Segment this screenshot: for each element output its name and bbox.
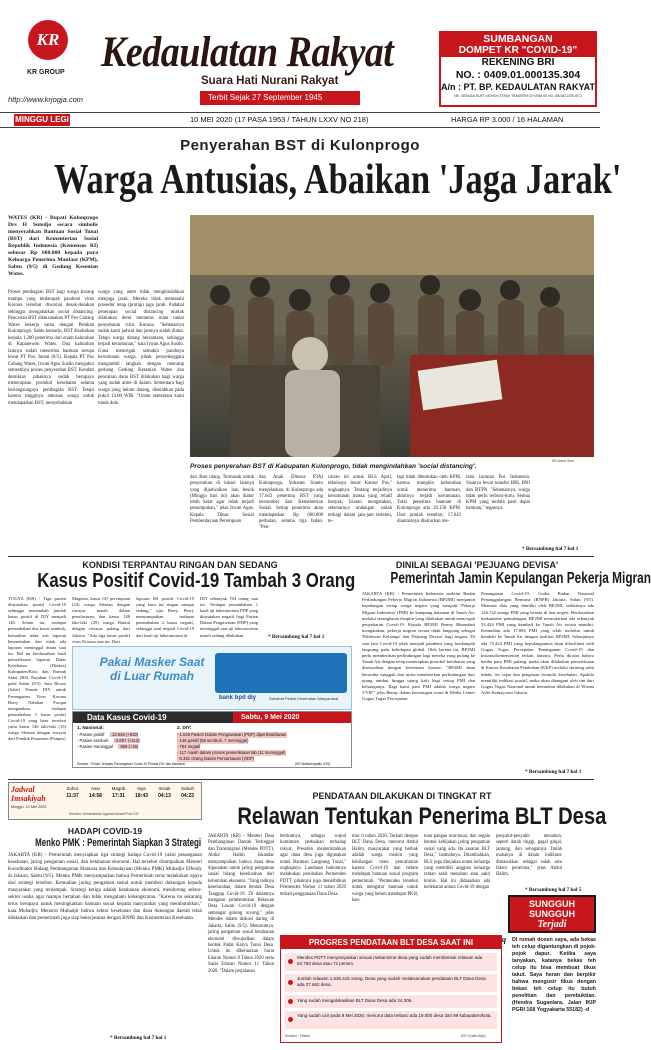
sidebar-title-1: SUNGGUH (528, 899, 575, 909)
prayer-cell (176, 786, 199, 808)
ad-headline: Pakai Masker Saat di Luar Rumah (99, 655, 205, 683)
covid-national-label: 1. Nasional: (77, 726, 104, 731)
donation-line1: SUMBANGAN (441, 33, 595, 45)
bullet-icon (288, 959, 293, 964)
blt-item-2 (285, 974, 497, 992)
story4-kicker: HADAPI COVID-19 (67, 826, 143, 836)
story2-col1: YOGYA (KR) - Tiga pasien dinyatakan positif Covid-19 sehingga menambah jumlah kasus positif di DIY menjadi 146. Selain itu, terdapat penambahan dua kasus sembuh, kemudian tidak ada laporan kesembuhan dan tidak ada laporan meninggal dunia saat ini. Hal ini berdasarkan hasil pemeriksaan laporan Dinas Kesehatan (Dinkes) Kabupaten/Kota dan Rumah Sakit (RS) Rujukan Covid-19 pada Sabtu (9/5). Juru Bicara (Jubir) Pemda DIY untuk Penanganan Virus Korona Berry Nahdian Forqan mengatakan, terdapat penambahan 3 kasus positif Covid-19 yang baru tersebut yaitu kasus 146 laki-laki (15) warga Sleman dengan riwayat dari Pondok Pesantren (Ponpes) (8, 596, 66, 742)
prayer-cell (153, 786, 176, 808)
story2-col2: Magetan, kasus 147 perempuan (24) warga Sleman dengan riwayat masih dalam penelusuran, dan kasus 148 laki-laki (29) warga Bantul dengan riwayat pulang dari Jakarta. "Ada tiga kasus positif virus Korona saat ini. Dari (72, 596, 130, 644)
newspaper-title: Kedaulatan Rakyat (101, 28, 394, 77)
prayer-time: 14:58 (89, 793, 102, 799)
story5-kicker: PENDATAAN DILAKUKAN DI TINGKAT RT (312, 791, 492, 801)
covid-nat-val-2: : 2.607 (+113) (113, 738, 140, 743)
prayer-cell (107, 786, 130, 808)
story5-col1: JAKARTA (KR) - Menteri Desa Pembangunan Daerah Tertinggal dan Transmigrasi (Mendes PDTT), Abdul Halim Iskandar menyampaikan bahwa dana desa digunakan untuk jaring pengaman sosial bilang keselurahan dari kebutuhan ekonomi. "Yang tadinya keselurahan, dalam bentuk Desa Tanggap Covid-19. Di dalamnya mengatur pembentukan Relawan Desa Lawan Covid-19 dengan semangat gotong royong," jelas Mendes dalam diskusi daring di Jakarta, Sabtu (9/5). Menurutnya, jaring pengaman sosial ketahanan ekonomi diwujudkan dalam bentuk Padat Karya Tunai Desa. Untuk itu dikeluarkan Surat Edaran Nomor 8 Tahun 2020 serta Surat Edaran Nomor 11 Tahun 2020. "Dalam perjalanan (208, 834, 275, 974)
prayer-time: 18:43 (135, 793, 148, 799)
lead-col2: warga yang antre tidak menghindahkan menjaga jarak. Mereka tidak mematuhi prosedur tetap (protap) jaga jarak. Padahal penerapan social distancing mutlak dilakukan demi memutus mata rantai penyebaran virus Korona. "Sebenarnya sudah kami jadwal dan jamnya sudah diatur. Tetapi warga datang bersamaan, sehingga terjadi kerumunan," kata Irwan Agus Susilo. Guna mencegah semakin parahnya kerumunan warga, pihak penyelenggara mengambil langkah dengan menutup gerbang Gedung Kesenian Wates dan pencairan dana BST dilakukan bagi warga yang sudah antre di dalam. Sementara bagi warga yang belum datang, diserahkan pada pukul 14.00 WIB. "Untuk sementara kami tunda dulu (98, 290, 184, 406)
issue-date: 10 MEI 2020 (17 PASA 1953 / TAHUN LXXV NO 218) (190, 115, 369, 124)
covid-credit: (KR-Naskah/grafis JOS) (295, 762, 331, 766)
blt-credit: (KR-Grafis Adjo) (461, 1034, 486, 1038)
covid-diy-row-5: - 5.391 Orang Dalam Pemantauan (ODP) (177, 756, 255, 761)
donation-rek: REKENING BRI (481, 57, 555, 68)
covid-nat-val-1: : 13.645 (+533) (109, 732, 139, 737)
lead-headline: Warga Antusias, Abaikan 'Jaga Jarak' (54, 157, 622, 203)
sidebar-title-3: Terjadi (537, 919, 567, 930)
covid-data-title: Data Kasus Covid-19 (73, 712, 233, 723)
photo-caption: Proses penyerahan BST di Kabupaten Kulonprogo, tidak mengindahkan 'social distancing'. (190, 463, 477, 470)
kr-logo: KR (28, 20, 68, 60)
covid-diy-label: 2. DIY: (177, 726, 192, 731)
sidebar-title-2: SUNGGUH (528, 909, 575, 919)
prayer-time: 17:31 (112, 793, 125, 799)
story4-col1: JAKARTA (KR) - Pemerintah menyiapkan tiga strategi hadapi Covid-19 yakni penanganan kesehatan, jaring pengaman sosial, dan ketahanan ekonomi. Hal tersebut disampaikan Menteri Koordinator Bidang Pembangunan Manusia dan Kebudayaan (Menko PMK) Muhadjir Effendy di Jakarta, Sabtu (9/5). Menko PMK menyampaikan bahwa Pemerintah terus melakukan upaya dari strategi tersebut. Kemudian jaring pengaman sosial untuk memberi dukungan kepada masyarakat yang terdampak. Strategi ketiga adalah ketahanan ekonomi, mendorong sektor-sektor usaha agar mampu bertahan dan tidak mengalami kebangkrutan. "Karena itu sekarang terus berupaya untuk meningkatkan bantuan sosial kepada masyarakat yang membutuhkan," kata Muhadjir. Menurut Muhadjir bahwa sektor kesehatan dan dana dukungan daerah telah dilakukan dan pemerintah juga siap bekerjasama dengan BNPB dan Kementerian Kesehatan. (8, 853, 202, 921)
prayer-time: 04:13 (158, 793, 171, 799)
sidebar-dropcap: q (502, 935, 506, 944)
bullet-icon (288, 999, 293, 1004)
covid-diy-row-4: - 117 masih dalam proses pemeriksaan lab (11 meninggal) (177, 750, 286, 755)
story4-continued: * Bersambung hal 7 kol 1 (110, 1035, 167, 1041)
day-label: MINGGU LEGI (15, 115, 69, 124)
covid-diy-row-1: - 1.049 Pasien Dalam Pengawasan (PDP) diperiksa/diwaw. (177, 732, 287, 737)
story5-continued: * Bersambung hal 7 kol 5 (525, 887, 582, 893)
covid-nat-val-3: : 959 (+16) (118, 744, 139, 749)
prayer-head: Magrib (111, 786, 126, 791)
donation-box (439, 31, 597, 107)
covid-nat-key-1: - Pasien positif (77, 732, 105, 737)
story3-col2: Penanganan Covid-19, Graha Badan Nasional Penanggulangan Bencana (BNPB) Jakarta, Sabtu (9/5). Menurut data yang dimiliki oleh BP2MI, sedikitnya ada 126.742 tenaga PMI yang berada di luar negeri. Berdasarkan mekanisme pemulangan, BP2MI mencatatkan ada sebanyak 33.434 PMI yang kembali ke Tanah Air secara mandiri. Kemudian ada 17.884 PMI yang telah terdaftar untuk kembali ke Tanah Air dengan fasilitas BP2MI. Selanjutnya ada 75.424 PMI yang kepulangannya akan difasilitasi oleh Gugus Tugas Percepatan Penanganan Covid-19 dan instansi/kementerian terkait lainnya. Perlu dicatat bahwa ketika para PMI pulang, maka akan dilakukan pemeriksaan di Kantor Kesehatan Pelabuhan (KKP) melalui skrining suhu tubuh, tes cepat dan pengisian formulir kesehatan. Apabila memiliki indikasi positif, maka akan ditangani oleh tim dari Gugus Tugas Nasional untuk kemudian dilakukan di Wisma Atlet Kemayoran Jakarta. (481, 591, 594, 696)
story3-col1: JAKARTA (KR) - Pemerintah Indonesia melalui Badan Perlindungan Pekerja Migran Indonesia (BP2MI) menjamin kepulangan setiap warga negara yang menjadi 'Pekerja Migran Indonesia' (PMI) ke kampung halaman di Tanah Air, melalui serangkaian disiplin yang dilakukan untuk mencegah penyebaran Covid-19. Kepala BP2MI Benny Rhamdani mengatakan, pekerja migran secara tidak langsung sebagai 'Pahlawan Keluarga' dan 'Pejuang Devisa' bagi negara. Di saat lain Covid-19 telah menjadi pandemi yang berdampak langsung pada kehidupan global. Oleh karena itu, BP2MI perlu memberikan perlindungan bagi mereka yang pulang ke Tanah Air dengan tetap menerapkan protokol kesehatan yang disesuaikan dengan ketentuan karena. "BP2MI akan berusaha sungguh dan nyata memberikan perlindungan dari ujung rambut hingga ujung kaki bagi setiap PMI dan keluarganya. Bagi kami para PMI adalah warga negara VVIP," jelas Benny dalam keterangan resmi di Media Center Gugus Tugas Percepatan (362, 591, 475, 702)
story5-col2: berikutnya, sebagai wujud komitmen perbaikan terhadap rakyat, Presiden memerintahkan agar dana desa juga digunakan untuk Bantuan Langsung Tunai," ungkapnya. Landasan hukumnya melakukan perubahan Permendes PDTT, pihaknya juga menerbitkan Permendes Nomor 11 tahun 2020 terkait penggunaan Dana Desa. (280, 834, 346, 897)
tagline: Suara Hati Nurani Rakyat (201, 75, 339, 87)
prayer-head: Imsak (158, 786, 171, 791)
lead-photo (190, 215, 594, 457)
covid-source: Sumber : Posko Terpadu Penanganan Covid-19 Pemda DIY dan Nasional. (77, 762, 186, 766)
story2-headline: Kasus Positif Covid-19 Tambah 3 Orang (37, 570, 356, 592)
lead-kicker: Penyerahan BST di Kulonprogo (180, 137, 420, 154)
blt-infographic (280, 935, 502, 1043)
since-banner: Terbit Sejak 27 September 1945 (200, 91, 360, 105)
prayer-cell (130, 786, 153, 808)
ad-panel (215, 653, 347, 693)
donation-line2: DOMPET KR "COVID-19" (441, 45, 595, 57)
issue-price: HARGA RP 3.000 / 16 HALAMAN (451, 115, 564, 124)
donation-note: NB : SEBAGAI BUKTI MOHON STRUK TRANSFER DI KIRIM KE NO. WA 082.2295.3972 (454, 94, 582, 98)
prayer-head: Isya (137, 786, 146, 791)
blt-item-1 (285, 953, 497, 971)
prayer-date: Minggu, 10 Mei 2020 (11, 805, 47, 809)
story5-col4: tuan pangan non-tunai, dan segala bentuk kebijakan jaring pengaman sosial yang ada. Itu sasaran BLT Desa," tambahnya. Ditambahkan, BLS juga ditujukan untuk keluarga yang memiliki anggota keluarga rentan sakit menahun atau sakit kronis. Hal ini didasarkan ada kedekatan antara Covid-19 dengan (424, 834, 490, 891)
covid-data-date: Sabtu, 9 Mei 2020 (233, 712, 351, 723)
lead-col6: tapi tidak ditentukan oleh KPM, karena mungkin kebutuhan untuk menerima bantuan, akhirnya terjadi kerumunan. Total penerima bantuan di Kulonprogo ada 20.158 KPM. Dari jumlah tersebut, 17.643 diantaranya disalurkan me- (397, 475, 461, 525)
lead-col1: Proses pembagian BST bagi warga kurang mampu yang terdampak pandemi virus Korona tersebut diwarnai desak-desakan sehingga mengabaikan social distancing. Pencairan BST dilaksanakan PT Pos Cabang Wates bekerja sama dengan Pemkab Kulonprogo. Sabtu kemarin, BST disalurkan kepada 1.200 penerima dari enam kalurahan di Kapanewon Wates. Dua kalurahan lainnya sudah menerima bantuan serupa lewat PT Pos, Jumat (8/5). Kepala PT Pos Cabang Wates, Irwan Agus Susilo mengakui semestinya proses penyerahan BST. Kendati demikian pihaknya sudah berupaya menerapkan protokol kesehatan selama berlangsungnya pembagian BST. Tetapi karena tingginya antusias warga untuk mendapatkan BST, menyebabkan (8, 290, 94, 406)
masthead (0, 0, 600, 112)
blt-item-text: Yang sudah cair pada 8 Mei 2020, menurut data terbaru ada 19.000 desa dari 89 kabupaten/kota. (297, 1013, 492, 1018)
lead-col3: dan diset ulang. Termasuk untuk penyerahan di lokasi lainnya yang dijadwalkan lain besok (Minggu hari ini) akan diatur lebih ketat agar tidak terjadi penumpukan," jelas Irwan Agus. Kepala Dinas Sosial Pemberdayaan Perempuan (190, 475, 254, 525)
prayer-head: Asar (90, 786, 101, 791)
story5-col3: mor 6 tahun 2020. Terkait dengan BLT Dana Desa, menurut Abdul Halim, masyarakat yang berhak adalah warga miskin yang kehilangan mata pencaharian karena Covid-19 dan belum mendapat bantuan sosial program pemerintah. "Permendes tersebut untuk mengatur bantuan untuk warga yang belum mendapat PKH, ban- (352, 834, 418, 904)
story2-col3: laporan RS positif Covid-19 yang baru ini ringan sampai sedang," ujar Berry. Berry menyampaikan terdapat penambahan 2 kasus negatif, sehingga total negatif Covid-19 dari hasil uji laboratorium di (136, 596, 194, 638)
donation-account-name: A/n : PT. BP. KEDAULATAN RAKYAT (441, 82, 596, 92)
donation-number: NO. : 0409.01.000135.304 (455, 69, 581, 81)
prayer-cell (61, 786, 84, 808)
prayer-cell (84, 786, 107, 808)
blt-item-text: Yang sudah mengalokasikan BLT Dana Desa ada 24.305. (297, 998, 413, 1003)
blt-source: Sumber : Tirtakh (285, 1034, 310, 1038)
photo-credit: KR-Asrul Sani (552, 459, 574, 463)
story2-col4: DIY sebanyak 784 orang saat ini. Terdapat penambahan 1 hasil uji laboratorium PDP yang dinyatakan negatif bagi Pasien Dalam Pengawasan (PDP) yang meninggal saat uji laboratorium masih sedang dilakukan. (200, 596, 258, 638)
website-url[interactable]: http://www.krjogja.com (8, 95, 84, 104)
story2-continued: * Bersambung hal 7 kol 1 (268, 634, 325, 640)
covid-nat-key-3: - Pasien meninggal (77, 744, 113, 749)
blt-item-text: Mendes PDTT menyampaikan sesuai mekanisme desa yang sudah membentuk relawan ada 63.793 desa atau 72 persen. (297, 955, 483, 966)
kr-group-label: KR GROUP (27, 69, 65, 76)
covid-diy-row-2: - 146 positif (59 sembuh, 7 meninggal) (177, 738, 249, 743)
prayer-time: 11:37 (66, 793, 79, 799)
bullet-icon (288, 1017, 293, 1022)
lead-col5: cairan ini untuk BLS April, teknisnya lewat Kantor Pos," ungkapnya. Tentang terjadinya kerumunan massa yang relatif banyak, Irianto mengatakan, sebenarnya undangan sudah terbagi dalam jam-jam tertentu, te- (328, 475, 392, 525)
story4-headline: Menko PMK : Pemerintah Siapkan 3 Strategi (35, 837, 202, 849)
sidebar-text: DI rumah dosen saya, ada bekas teh celup digantungkan di pojok-pojok dapur. Ketika saya tanyakan, katanya bekas teh celup itu bisa membuat tikus takut. Saya heran dan berpikir bahwa mengusir tikus dengan bekas teh celup itu butuh penelitian dan pembuktian. (Hendra Suganlara, Jalan IKIP PGRI 168 Yogyakarta 55182) -d (512, 937, 596, 1013)
prayer-head: Zuhur (66, 786, 79, 791)
story3-kicker: DINILAI SEBAGAI 'PEJUANG DEVISA' (395, 560, 559, 570)
story3-continued: * Bersambung hal 7 kol 1 (525, 769, 582, 775)
lead-col7: lalui layanan Pos Indonesia. Sisanya lewat transfer BRI, BNI dan BTPN. "Sebenarnya, warga tidak perlu terburu-buru. Semua KPM yang terdata pasti dapat bantuan," tegasnya. (466, 475, 530, 512)
story2-kicker: KONDISI TERPANTAU RINGAN DAN SEDANG (82, 560, 278, 570)
blt-item-text: Jumlah relawan 1.535.415 orang. Desa yang sudah melaksanakan pendataan BLT Dana Desa ada 27.662 desa. (297, 976, 486, 987)
sidebar-banner (508, 895, 596, 933)
prayer-head: Subuh (180, 786, 194, 791)
crowd-scene-image (190, 215, 594, 457)
covid-diy-row-3: - 784 negatif (177, 744, 201, 749)
covid-nat-row-3 (77, 744, 172, 750)
prayer-schedule (8, 782, 202, 820)
ad-sub: Sahabat Peduli Kesehatan Masyarakat (269, 696, 339, 701)
story3-headline: Pemerintah Jamin Kepulangan Pekerja Migran (390, 570, 651, 587)
covid-data-box (72, 711, 352, 768)
sungguh-terjadi-box (502, 895, 596, 1045)
blt-item-4 (285, 1011, 497, 1029)
prayer-title: Jadwal Imsakiyah (11, 785, 46, 803)
story5-headline: Relawan Tentukan Penerima BLT Desa (237, 803, 607, 830)
covid-nat-key-2: - Pasien sembuh (77, 738, 109, 743)
lead-col4: dan Anak (Dinsos P3A) Kulonprogo, Yohanes Irianto menjelaskan, di Kulonprogo ada 17.643 penerima BST yang bersumber dari Kementerian Sosial. Setiap penerima akan mendapatkan Rp 600.000 perbulan, selama tiga bulan. "Pen- (259, 475, 323, 531)
ad-bank-name: bank bpd diy (219, 695, 257, 701)
lead-continued: * Bersambung hal 7 kol 1 (522, 546, 579, 552)
story5-col5: penyakit-penyakit menahun, seperti darah tinggi, gagal ginjal, jantung, dan sebagainya. Itulah makanya di dalam indikator dimasukkan sebagai salah satu faktor penerima," jelas Abdul Halim. (496, 834, 562, 878)
blt-item-3 (285, 995, 497, 1008)
prayer-note: Sumber: Kementerian Agama Kanwil Prov DIY (69, 812, 139, 816)
dateline-bar (0, 112, 600, 128)
bpd-advertisement[interactable] (72, 646, 352, 710)
lead-intro: WATES (KR) - Bupati Kulonprogo Drs H Sutedjo secara simbolis menyerahkan Bantuan Sosial Tunai (BST) dari Kementerian Sosial Republik Indonesia (Kemensos RI) sebesar Rp 600.000 kepada para Keluarga Penerima Manfaat (KPM), Sabtu (9/5) di Gedung Kesenian Wates. (8, 215, 98, 277)
blt-infographic-title: PROGRES PENDATAAN BLT DESA SAAT INI (281, 936, 501, 949)
prayer-time: 04:23 (181, 793, 194, 799)
prayer-table (61, 786, 199, 808)
bullet-icon (288, 980, 293, 985)
